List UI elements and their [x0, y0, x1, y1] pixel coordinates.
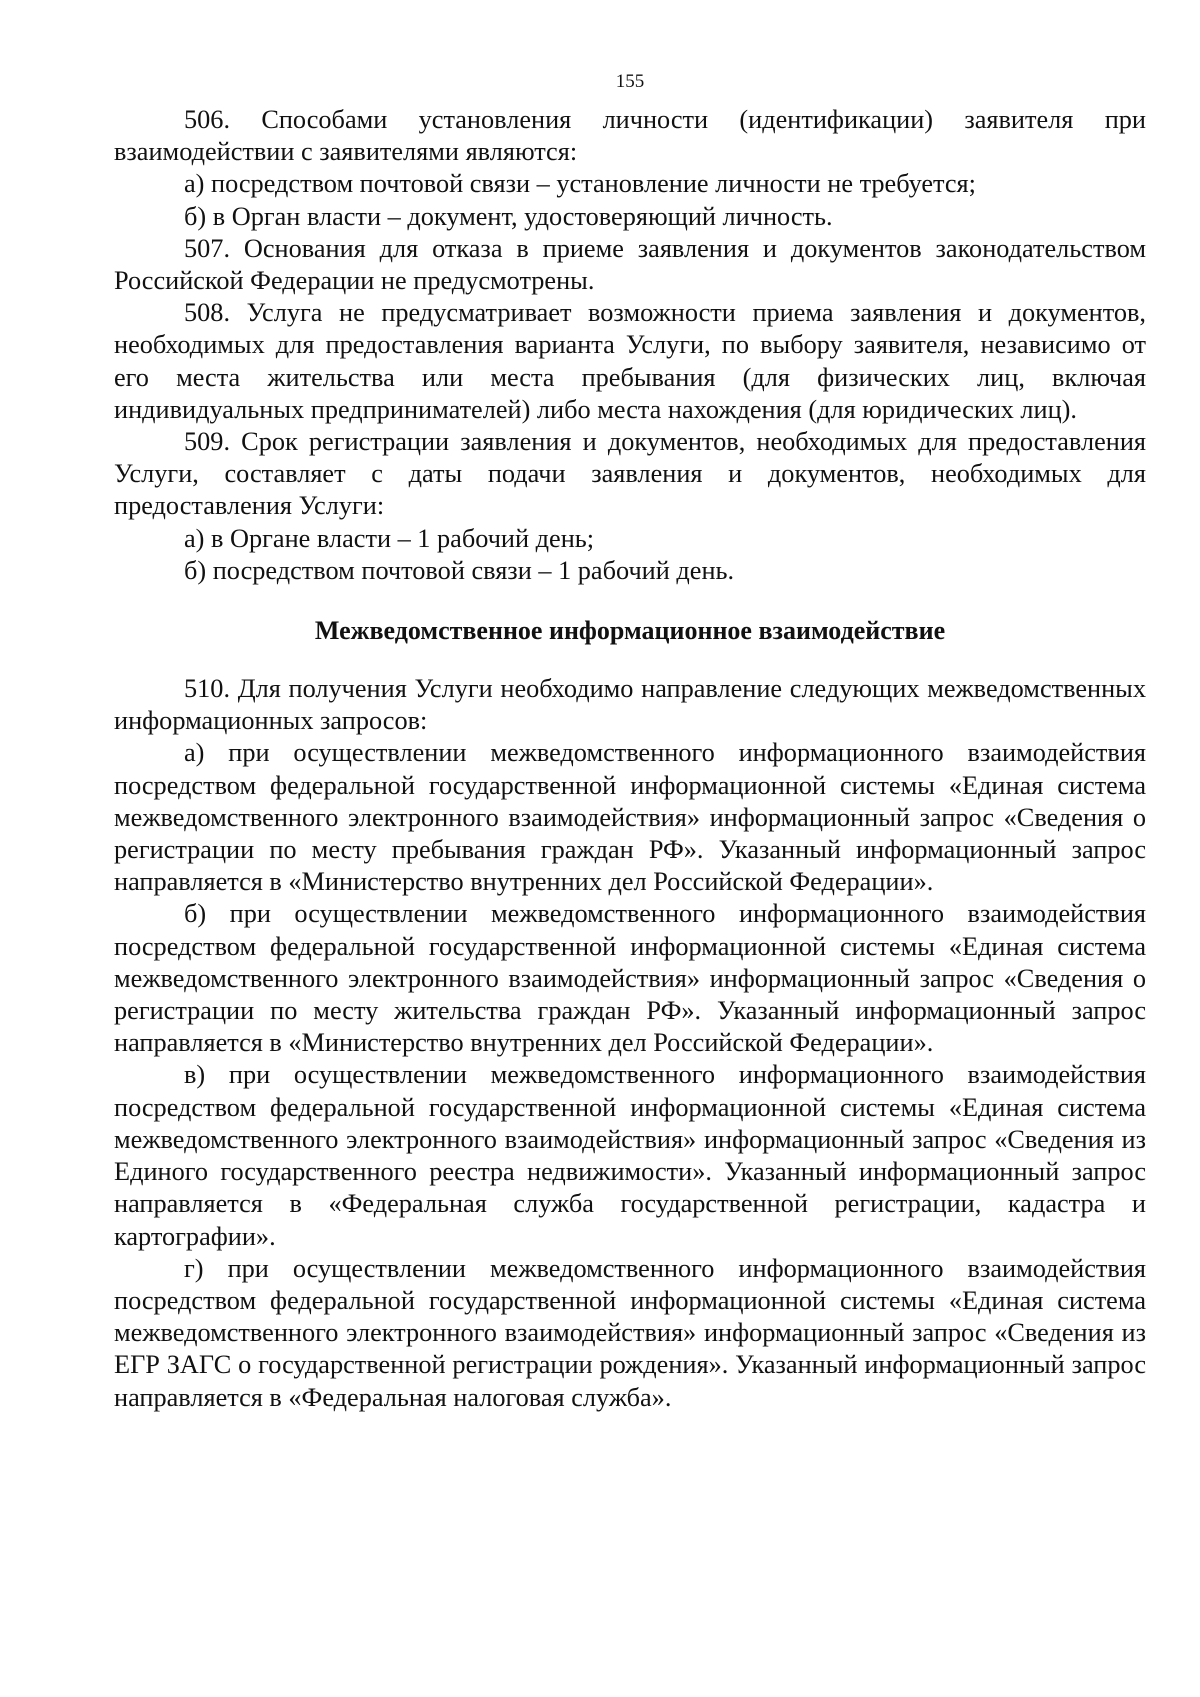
paragraph-506-b: б) в Орган власти – документ, удостоверяющий личность. — [184, 201, 833, 231]
paragraph-510-a: а) при осуществлении межведомственного информационного взаимодействия посредством федеральной государственной информационной системы «Единая система межведомственного электронного взаимодействия» информационный запрос «Сведения о регистрации по месту пребывания граждан РФ». Указанный информационный запрос направляется в «Министерство внутренних дел Российской Федерации». — [114, 738, 1146, 897]
paragraph-509: 509. Срок регистрации заявления и документов, необходимых для предоставления Услуги, составляет с даты подачи заявления и документов, необходимых для предоставления Услуги: — [114, 427, 1146, 521]
section-heading: Межведомственное информационное взаимодействие — [314, 616, 946, 646]
paragraph-507: 507. Основания для отказа в приеме заявления и документов законодательством Российской Федерации не предусмотрены. — [114, 233, 1146, 296]
paragraph-510-b: б) при осуществлении межведомственного информационного взаимодействия посредством федеральной государственной информационной системы «Единая система межведомственного электронного взаимодействия» информационный запрос «Сведения о регистрации по месту жительства граждан РФ». Указанный информационный запрос направляется в «Министерство внутренних дел Российской Федерации». — [114, 899, 1146, 1058]
document-page — [114, 60, 1146, 1414]
paragraph-510-v: в) при осуществлении межведомственного информационного взаимодействия посредством федеральной государственной информационной системы «Единая система межведомственного электронного взаимодействия» информационный запрос «Сведения из Единого государственного реестра недвижимости». Указанный информационный запрос направляется в «Федеральная служба государственной регистрации, кадастра и картографии». — [114, 1060, 1146, 1251]
paragraph-509-b: б) посредством почтовой связи – 1 рабочий день. — [184, 555, 735, 585]
paragraph-508: 508. Услуга не предусматривает возможности приема заявления и документов, необходимых для предоставления варианта Услуги, по выбору заявителя, независимо от его места жительства или места пребывания (для физических лиц, включая индивидуальных предпринимателей) либо места нахождения (для юридических лиц). — [114, 298, 1146, 424]
paragraph-510: 510. Для получения Услуги необходимо направление следующих межведомственных информационных запросов: — [114, 674, 1146, 736]
paragraph-506-a: а) посредством почтовой связи – установление личности не требуется; — [184, 169, 976, 199]
paragraph-506: 506. Способами установления личности (идентификации) заявителя при взаимодействии с заявителями являются: — [114, 105, 1146, 167]
paragraph-510-g: г) при осуществлении межведомственного информационного взаимодействия посредством федеральной государственной информационной системы «Единая система межведомственного электронного взаимодействия» информационный запрос «Сведения из ЕГР ЗАГС о государственной регистрации рождения». Указанный информационный запрос направляется в «Федеральная налоговая служба». — [114, 1253, 1146, 1412]
page-number: 155 — [615, 71, 645, 92]
paragraph-509-a: а) в Органе власти – 1 рабочий день; — [184, 523, 595, 553]
